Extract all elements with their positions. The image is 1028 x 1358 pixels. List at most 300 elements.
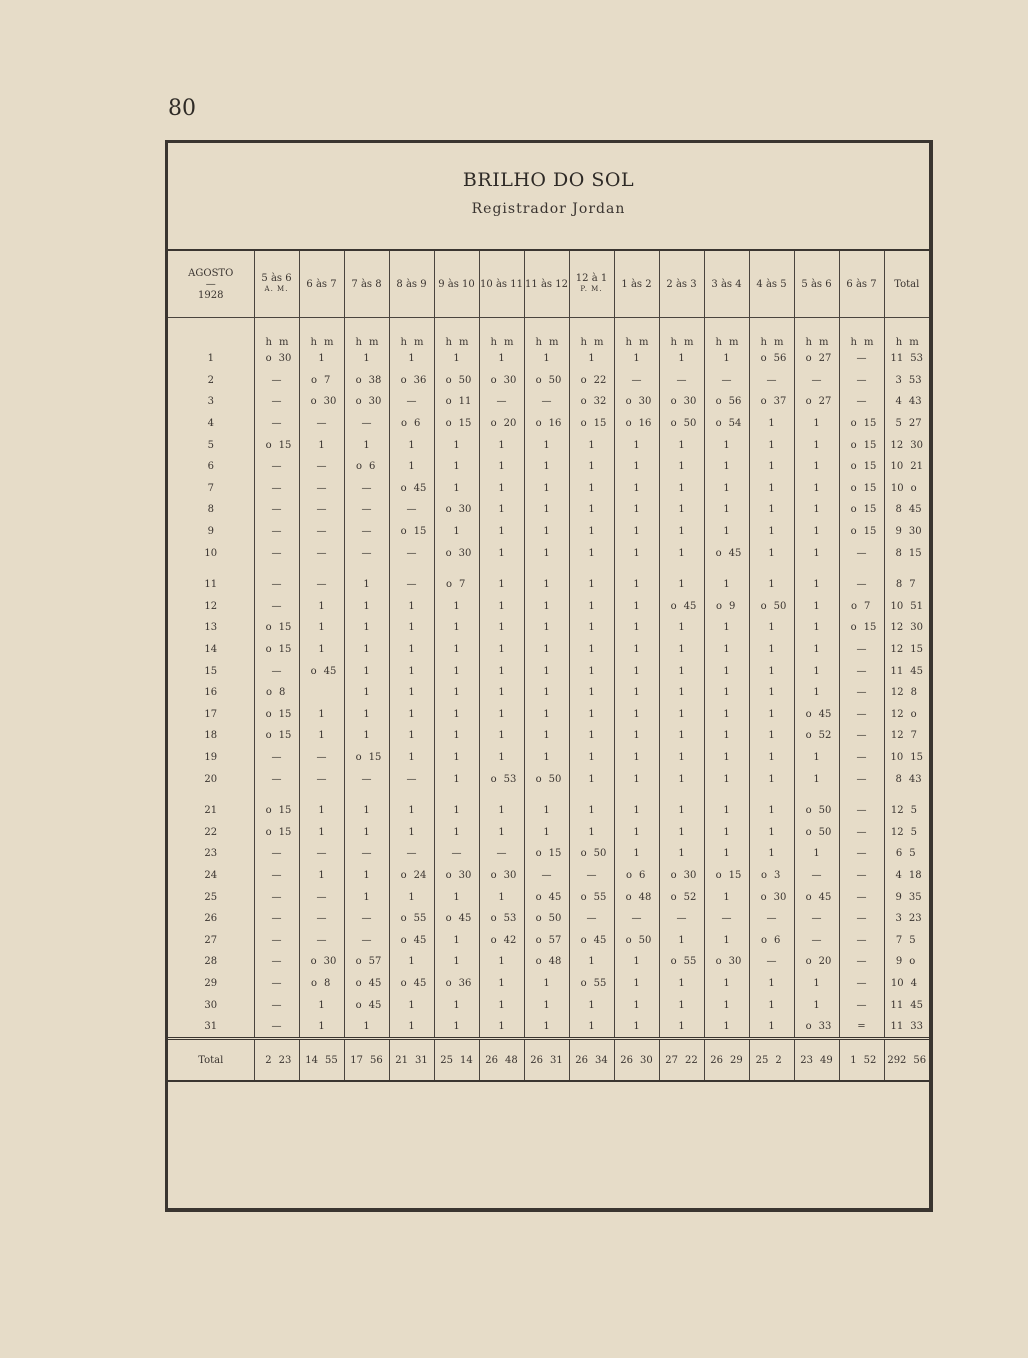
minutes-value: 45 bbox=[910, 999, 923, 1011]
sunshine-value: — bbox=[839, 908, 884, 930]
sunshine-value bbox=[434, 973, 479, 995]
sunshine-value bbox=[794, 1016, 839, 1039]
hours-value: o bbox=[535, 773, 542, 785]
sunshine-value: 1 bbox=[749, 704, 794, 726]
sunshine-value bbox=[254, 639, 299, 661]
minutes-value: 45 bbox=[683, 600, 697, 612]
hours-value: 8 bbox=[895, 504, 902, 516]
day-number: 31 bbox=[204, 1021, 218, 1033]
sunshine-value bbox=[299, 682, 344, 704]
hours-value: o bbox=[400, 934, 407, 946]
spacer-cell bbox=[659, 564, 704, 574]
unit-label bbox=[659, 318, 704, 349]
total-value bbox=[839, 1039, 884, 1082]
sunshine-value bbox=[569, 973, 614, 995]
sunshine-value: 1 bbox=[344, 660, 389, 682]
sunshine-value bbox=[344, 370, 389, 392]
sunshine-value bbox=[524, 951, 569, 973]
sunshine-value: 1 bbox=[434, 886, 479, 908]
spacer-cell bbox=[299, 790, 344, 800]
minutes-value: 50 bbox=[548, 374, 562, 386]
hours-value: o bbox=[805, 730, 812, 742]
sunshine-value: 1 bbox=[434, 747, 479, 769]
hours-value: o bbox=[400, 869, 407, 881]
column-header-label: 7 às 8 bbox=[351, 278, 382, 290]
unit-label bbox=[839, 318, 884, 349]
month-header bbox=[168, 251, 254, 318]
sunshine-value: 1 bbox=[299, 704, 344, 726]
sunshine-value: 1 bbox=[704, 843, 749, 865]
sunshine-value bbox=[254, 348, 299, 370]
column-header-label: 9 às 10 bbox=[438, 278, 475, 290]
minutes-value: 24 bbox=[413, 869, 427, 881]
sunshine-value: 1 bbox=[569, 617, 614, 639]
minutes-value: 15 bbox=[863, 526, 877, 538]
hours-value: o bbox=[490, 934, 497, 946]
sunshine-value: 1 bbox=[389, 747, 434, 769]
sunshine-value: 1 bbox=[524, 1016, 569, 1039]
column-header-label: 10 às 11 bbox=[480, 278, 523, 290]
sunshine-value: 1 bbox=[479, 574, 524, 596]
sunshine-value bbox=[794, 348, 839, 370]
hours-value: o bbox=[850, 461, 857, 473]
minutes-value: 15 bbox=[548, 848, 562, 860]
minutes-value: 45 bbox=[818, 708, 832, 720]
sunshine-value: 1 bbox=[659, 725, 704, 747]
sunshine-value: — bbox=[839, 542, 884, 564]
day-number: 15 bbox=[204, 665, 218, 677]
sunshine-value: — bbox=[299, 521, 344, 543]
table-row bbox=[168, 499, 929, 521]
sunshine-value bbox=[884, 725, 929, 747]
total-value bbox=[479, 1039, 524, 1082]
hours-value: o bbox=[625, 891, 632, 903]
hours-value: 12 bbox=[890, 622, 904, 634]
minutes-value: 18 bbox=[908, 869, 922, 881]
day-number: 14 bbox=[204, 644, 218, 656]
sunshine-value: 1 bbox=[569, 768, 614, 790]
column-header-label: 6 às 7 bbox=[846, 278, 877, 290]
hours-value: o bbox=[850, 526, 857, 538]
sunshine-value: 1 bbox=[749, 456, 794, 478]
sunshine-value: 1 bbox=[704, 434, 749, 456]
minutes-value: 45 bbox=[458, 913, 472, 925]
sunshine-value: 1 bbox=[659, 843, 704, 865]
sunshine-value: 1 bbox=[389, 682, 434, 704]
hours-value: 25 bbox=[755, 1054, 769, 1066]
sunshine-value: 1 bbox=[749, 434, 794, 456]
spacer-cell bbox=[254, 564, 299, 574]
hours-value: h bbox=[400, 337, 407, 348]
sunshine-value: 1 bbox=[299, 800, 344, 822]
day-number: 29 bbox=[204, 977, 218, 989]
hours-value: h bbox=[535, 337, 542, 348]
sunshine-value bbox=[659, 951, 704, 973]
sunshine-value: 1 bbox=[794, 478, 839, 500]
minutes-value: 27 bbox=[818, 353, 832, 365]
table-row bbox=[168, 456, 929, 478]
minutes-value: 15 bbox=[910, 751, 923, 763]
minutes-value: m bbox=[684, 337, 694, 348]
hours-value: o bbox=[400, 526, 407, 538]
sunshine-value: — bbox=[749, 951, 794, 973]
sunshine-value bbox=[389, 478, 434, 500]
minutes-value: 30 bbox=[773, 891, 787, 903]
sunshine-value: — bbox=[254, 370, 299, 392]
sunshine-value bbox=[569, 886, 614, 908]
minutes-value: 15 bbox=[863, 418, 877, 430]
sunshine-value: 1 bbox=[794, 413, 839, 435]
sunshine-value bbox=[884, 929, 929, 951]
day-number: 4 bbox=[207, 418, 214, 430]
sunshine-value bbox=[389, 973, 434, 995]
sunshine-value: 1 bbox=[344, 821, 389, 843]
sunshine-value: 1 bbox=[299, 865, 344, 887]
hours-value: o bbox=[535, 418, 542, 430]
sunshine-value: 1 bbox=[794, 434, 839, 456]
sunshine-value bbox=[524, 886, 569, 908]
sunshine-value: 1 bbox=[524, 682, 569, 704]
sunshine-value bbox=[299, 973, 344, 995]
sunshine-value: 1 bbox=[704, 348, 749, 370]
unit-label bbox=[389, 318, 434, 349]
sunshine-value: 1 bbox=[299, 1016, 344, 1039]
sunshine-value bbox=[884, 908, 929, 930]
sunshine-value: 1 bbox=[569, 596, 614, 618]
hours-value: o bbox=[625, 396, 632, 408]
hours-value: 10 bbox=[890, 482, 904, 494]
sunshine-value bbox=[479, 865, 524, 887]
spacer-cell bbox=[749, 564, 794, 574]
sunshine-value: 1 bbox=[614, 596, 659, 618]
minutes-value: 30 bbox=[458, 869, 472, 881]
sunshine-value: = bbox=[839, 1016, 884, 1039]
sunshine-value bbox=[704, 542, 749, 564]
sunshine-value: 1 bbox=[434, 682, 479, 704]
sunshine-value: 1 bbox=[794, 574, 839, 596]
sunshine-value: 1 bbox=[479, 617, 524, 639]
hours-value: o bbox=[445, 418, 452, 430]
month-label: AGOSTO bbox=[188, 267, 234, 279]
unit-label bbox=[479, 318, 524, 349]
hours-value: o bbox=[355, 396, 362, 408]
day-number: 26 bbox=[204, 913, 218, 925]
sunshine-value: 1 bbox=[659, 478, 704, 500]
sunshine-value bbox=[794, 951, 839, 973]
sunshine-value bbox=[524, 908, 569, 930]
sunshine-value bbox=[434, 542, 479, 564]
sunshine-value: 1 bbox=[749, 478, 794, 500]
sunshine-value: — bbox=[254, 542, 299, 564]
spacer-cell bbox=[659, 790, 704, 800]
sunshine-value: 1 bbox=[794, 843, 839, 865]
column-header-label: 5 às 6 bbox=[261, 273, 292, 284]
sunshine-value: — bbox=[839, 725, 884, 747]
hours-value: o bbox=[535, 913, 542, 925]
sunshine-value bbox=[749, 348, 794, 370]
minutes-value: 14 bbox=[460, 1054, 473, 1066]
minutes-value: 29 bbox=[730, 1054, 743, 1066]
sunshine-value: 1 bbox=[659, 639, 704, 661]
sunshine-value bbox=[569, 391, 614, 413]
minutes-value: 45 bbox=[818, 891, 832, 903]
sunshine-value: — bbox=[569, 908, 614, 930]
sunshine-value bbox=[389, 908, 434, 930]
sunshine-value: 1 bbox=[344, 574, 389, 596]
hours-value: o bbox=[490, 913, 497, 925]
minutes-value: 31 bbox=[550, 1054, 563, 1066]
hours-value: h bbox=[625, 337, 632, 348]
day-number: 9 bbox=[207, 526, 214, 538]
minutes-value: m bbox=[729, 337, 739, 348]
column-header-label: Total bbox=[894, 278, 920, 290]
sunshine-value: 1 bbox=[614, 660, 659, 682]
sunshine-value: 1 bbox=[569, 434, 614, 456]
table-row bbox=[168, 660, 929, 682]
hours-value: o bbox=[535, 934, 542, 946]
table-row bbox=[168, 747, 929, 769]
sunshine-value: 1 bbox=[659, 704, 704, 726]
minutes-value: 16 bbox=[548, 418, 562, 430]
total-value bbox=[434, 1039, 479, 1082]
minutes-value: 11 bbox=[458, 396, 472, 408]
minutes-value: m bbox=[504, 337, 514, 348]
sunshine-value: 1 bbox=[434, 1016, 479, 1039]
sunshine-value: 1 bbox=[749, 617, 794, 639]
sunshine-value bbox=[884, 617, 929, 639]
minutes-value: o bbox=[910, 482, 917, 494]
hours-value: 21 bbox=[395, 1054, 408, 1066]
minutes-value: 48 bbox=[505, 1054, 518, 1066]
sunshine-value: 1 bbox=[794, 456, 839, 478]
sunshine-value bbox=[749, 886, 794, 908]
hours-value: o bbox=[850, 600, 857, 612]
sunshine-value bbox=[434, 391, 479, 413]
spacer-cell bbox=[704, 790, 749, 800]
spacer-cell bbox=[524, 564, 569, 574]
sunshine-value: 1 bbox=[569, 574, 614, 596]
minutes-value: 50 bbox=[818, 805, 832, 817]
hours-value: o bbox=[715, 547, 722, 559]
sunshine-value: 1 bbox=[524, 639, 569, 661]
hours-value: 12 bbox=[890, 708, 904, 720]
minutes-value: 50 bbox=[548, 913, 562, 925]
minutes-value: 35 bbox=[908, 891, 922, 903]
minutes-value: 15 bbox=[413, 526, 427, 538]
sunshine-value: 1 bbox=[794, 542, 839, 564]
hours-value: h bbox=[760, 337, 767, 348]
spacer-cell bbox=[389, 564, 434, 574]
sunshine-value: 1 bbox=[344, 348, 389, 370]
sunshine-value: 1 bbox=[614, 843, 659, 865]
hours-value: 26 bbox=[710, 1054, 723, 1066]
day-number: 12 bbox=[204, 600, 218, 612]
hours-value: o bbox=[625, 418, 632, 430]
sunshine-value: — bbox=[839, 865, 884, 887]
day-number: 17 bbox=[204, 708, 218, 720]
column-header bbox=[434, 251, 479, 318]
sunshine-value: 1 bbox=[524, 348, 569, 370]
sunshine-value: — bbox=[569, 865, 614, 887]
sunshine-value bbox=[614, 929, 659, 951]
sunshine-value: 1 bbox=[569, 542, 614, 564]
hours-value: h bbox=[715, 337, 722, 348]
sunshine-value: — bbox=[254, 768, 299, 790]
hours-value: o bbox=[580, 848, 587, 860]
sunshine-value bbox=[569, 843, 614, 865]
sunshine-value: 1 bbox=[524, 499, 569, 521]
column-header bbox=[614, 251, 659, 318]
sunshine-value bbox=[839, 456, 884, 478]
sunshine-value: 1 bbox=[704, 886, 749, 908]
sunshine-value: — bbox=[299, 478, 344, 500]
minutes-value: 36 bbox=[413, 374, 427, 386]
sunshine-value: — bbox=[254, 865, 299, 887]
sunshine-value: 1 bbox=[749, 973, 794, 995]
sunshine-value: 1 bbox=[614, 747, 659, 769]
hours-value: o bbox=[670, 600, 677, 612]
hours-value: o bbox=[355, 999, 362, 1011]
sunshine-value: 1 bbox=[389, 1016, 434, 1039]
sunshine-value bbox=[524, 843, 569, 865]
minutes-value: 45 bbox=[728, 547, 742, 559]
hours-value: 4 bbox=[895, 396, 902, 408]
minutes-value: 55 bbox=[683, 956, 697, 968]
hours-value: o bbox=[355, 461, 362, 473]
hours-value: 5 bbox=[895, 418, 902, 430]
hours-value: h bbox=[265, 337, 272, 348]
sunshine-value: 1 bbox=[659, 994, 704, 1016]
hours-value: o bbox=[760, 891, 767, 903]
sunshine-value: — bbox=[254, 929, 299, 951]
sunshine-value: — bbox=[839, 348, 884, 370]
hours-value: 12 bbox=[890, 644, 904, 656]
sunshine-value: 1 bbox=[524, 800, 569, 822]
hours-value: 9 bbox=[895, 891, 902, 903]
sunshine-value: 1 bbox=[524, 704, 569, 726]
total-value bbox=[614, 1039, 659, 1082]
minutes-value: 15 bbox=[908, 547, 922, 559]
column-header bbox=[389, 251, 434, 318]
spacer-cell bbox=[569, 564, 614, 574]
sunshine-value: — bbox=[839, 704, 884, 726]
minutes-value: 51 bbox=[910, 600, 923, 612]
sunshine-value bbox=[254, 821, 299, 843]
sunshine-value: 1 bbox=[659, 542, 704, 564]
hours-value: 7 bbox=[895, 934, 903, 946]
hours-value: 17 bbox=[350, 1054, 363, 1066]
sunshine-value: — bbox=[299, 499, 344, 521]
hours-value: o bbox=[805, 708, 812, 720]
sunshine-value: — bbox=[344, 413, 389, 435]
total-row bbox=[168, 1039, 929, 1082]
day-number: 21 bbox=[204, 805, 218, 817]
sunshine-value: — bbox=[344, 478, 389, 500]
sunshine-value bbox=[884, 574, 929, 596]
minutes-value: m bbox=[369, 337, 379, 348]
sunshine-value bbox=[254, 682, 299, 704]
hours-value: o bbox=[355, 751, 362, 763]
sunshine-value: 1 bbox=[704, 478, 749, 500]
spacer-cell bbox=[839, 564, 884, 574]
day-number: 18 bbox=[204, 730, 218, 742]
sunshine-value bbox=[884, 1016, 929, 1039]
sunshine-value: — bbox=[254, 747, 299, 769]
minutes-value: 5 bbox=[909, 848, 916, 860]
unit-label bbox=[434, 318, 479, 349]
sunshine-value: 1 bbox=[749, 660, 794, 682]
sunshine-value bbox=[389, 370, 434, 392]
sunshine-value bbox=[524, 768, 569, 790]
spacer-cell bbox=[389, 790, 434, 800]
minutes-value: 52 bbox=[683, 891, 697, 903]
sunshine-value bbox=[839, 413, 884, 435]
minutes-value: 30 bbox=[323, 956, 337, 968]
minutes-value: 30 bbox=[728, 956, 742, 968]
day-number: 19 bbox=[204, 751, 218, 763]
minutes-value: 22 bbox=[685, 1054, 698, 1066]
sunshine-value: 1 bbox=[614, 542, 659, 564]
minutes-value: 27 bbox=[818, 396, 832, 408]
minutes-value: o bbox=[909, 956, 916, 968]
minutes-value: 22 bbox=[593, 374, 607, 386]
sunshine-value: — bbox=[254, 574, 299, 596]
sunshine-value bbox=[884, 478, 929, 500]
sunshine-value: 1 bbox=[794, 660, 839, 682]
minutes-value: 6 bbox=[774, 934, 781, 946]
sunshine-value: 1 bbox=[704, 800, 749, 822]
hours-value: o bbox=[310, 977, 317, 989]
hours-value: h bbox=[355, 337, 362, 348]
sunshine-value: 1 bbox=[704, 660, 749, 682]
sunshine-value: 1 bbox=[389, 434, 434, 456]
sunshine-value bbox=[614, 391, 659, 413]
sunshine-value: 1 bbox=[344, 434, 389, 456]
column-header bbox=[254, 251, 299, 318]
sunshine-value: — bbox=[299, 768, 344, 790]
sunshine-value: 1 bbox=[659, 821, 704, 843]
sunshine-value: 1 bbox=[344, 704, 389, 726]
minutes-value: 55 bbox=[325, 1054, 338, 1066]
spacer-cell bbox=[614, 564, 659, 574]
hours-value: o bbox=[310, 665, 317, 677]
minutes-value: 23 bbox=[278, 1054, 292, 1066]
hours-value: o bbox=[445, 396, 452, 408]
sunshine-table bbox=[168, 251, 929, 1082]
sunshine-value bbox=[479, 929, 524, 951]
minutes-value: 30 bbox=[640, 1054, 653, 1066]
sunshine-value: 1 bbox=[614, 821, 659, 843]
sunshine-value: 1 bbox=[569, 747, 614, 769]
minutes-value: 36 bbox=[458, 977, 472, 989]
sunshine-value: 1 bbox=[299, 821, 344, 843]
sunshine-value bbox=[524, 370, 569, 392]
sunshine-value bbox=[254, 434, 299, 456]
minutes-value: 7 bbox=[864, 600, 871, 612]
day-number: 30 bbox=[204, 999, 218, 1011]
minutes-value: 30 bbox=[638, 396, 652, 408]
sunshine-value: 1 bbox=[524, 434, 569, 456]
minutes-value: 50 bbox=[548, 773, 562, 785]
table-row bbox=[168, 639, 929, 661]
sunshine-value: 1 bbox=[659, 660, 704, 682]
sunshine-value: — bbox=[344, 843, 389, 865]
sunshine-value: 1 bbox=[569, 348, 614, 370]
hours-value: o bbox=[580, 934, 587, 946]
sunshine-value: — bbox=[254, 1016, 299, 1039]
sunshine-value: 1 bbox=[614, 725, 659, 747]
column-header bbox=[344, 251, 389, 318]
